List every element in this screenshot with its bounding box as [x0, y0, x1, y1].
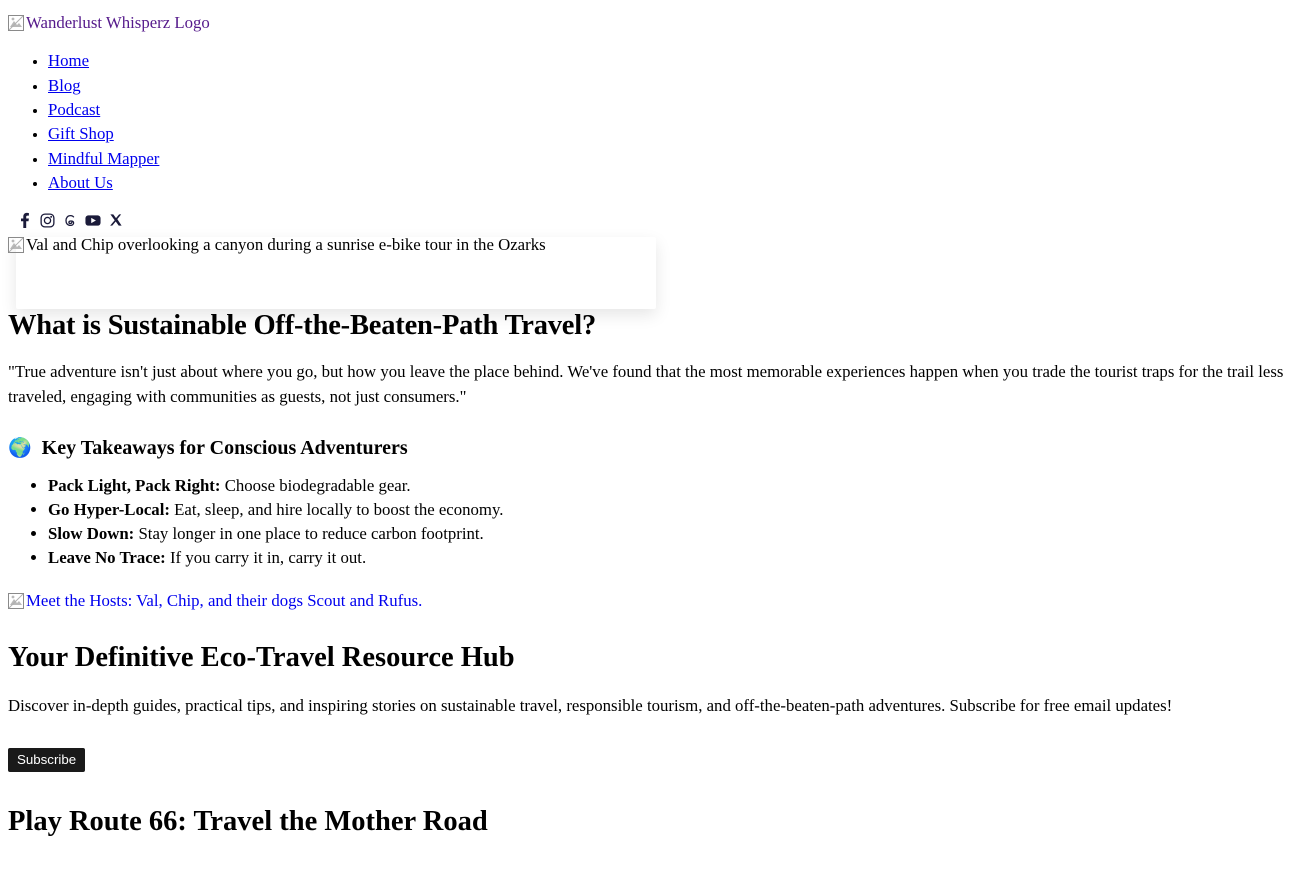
site-logo-alt-text: Wanderlust Whisperz Logo	[26, 13, 210, 32]
takeaway-detail: Choose biodegradable gear.	[224, 476, 411, 496]
threads-icon[interactable]	[62, 212, 78, 228]
list-item	[48, 546, 1295, 570]
nav-item-gift-shop[interactable]	[48, 122, 1295, 146]
list-item	[48, 498, 1295, 522]
takeaways-list	[8, 474, 1295, 569]
takeaway-term: Pack Light, Pack Right:	[48, 476, 221, 496]
broken-image-placeholder	[8, 591, 422, 611]
broken-image-placeholder	[8, 235, 546, 255]
nav-link-mindful-mapper[interactable]: Mindful Mapper	[48, 148, 160, 168]
takeaway-term: Go Hyper-Local:	[48, 499, 170, 519]
social-links	[16, 211, 1295, 229]
broken-image-icon	[8, 15, 24, 31]
broken-image-icon	[8, 593, 24, 609]
hero-image-alt-text: Val and Chip overlooking a canyon during a sunrise e-bike tour in the Ozarks	[26, 235, 546, 255]
globe-icon: 🌍	[8, 437, 32, 460]
subscribe-button[interactable]: Subscribe	[8, 748, 85, 772]
takeaway-term: Leave No Trace:	[48, 547, 166, 567]
broken-image-icon	[8, 237, 24, 253]
facebook-icon[interactable]	[16, 212, 32, 228]
nav-item-podcast[interactable]	[48, 98, 1295, 122]
route-heading: Play Route 66: Travel the Mother Road	[8, 805, 488, 837]
nav-link-blog[interactable]: Blog	[48, 75, 81, 95]
primary-nav	[8, 49, 1295, 195]
nav-item-mindful-mapper[interactable]	[48, 147, 1295, 171]
nav-link-gift-shop[interactable]: Gift Shop	[48, 124, 114, 144]
youtube-icon[interactable]	[85, 212, 101, 228]
instagram-icon[interactable]	[39, 212, 55, 228]
intro-quote: "True adventure isn't just about where you go, but how you leave the place behind. We've found that the most memorable experiences happen when you trade the tourist traps for the trail less traveled, engaging with communities as guests, not just consumers."	[8, 362, 1284, 406]
hero-image	[8, 235, 1295, 255]
hub-heading: Your Definitive Eco-Travel Resource Hub	[8, 641, 515, 673]
site-logo-link[interactable]	[8, 15, 210, 32]
takeaways-heading-text: Key Takeaways for Conscious Adventurers	[41, 437, 408, 460]
x-twitter-icon[interactable]	[108, 212, 124, 228]
nav-item-about-us[interactable]	[48, 171, 1295, 195]
hero-image-block	[8, 235, 1295, 255]
nav-item-home[interactable]	[48, 49, 1295, 73]
page-title: What is Sustainable Off-the-Beaten-Path Travel?	[8, 310, 597, 342]
takeaway-detail: If you carry it in, carry it out.	[169, 547, 367, 567]
hosts-image-link[interactable]	[8, 593, 422, 610]
takeaways-heading	[8, 437, 1295, 460]
site-logo-line	[8, 13, 1295, 33]
list-item	[48, 522, 1295, 546]
hub-paragraph: Discover in-depth guides, practical tips, and inspiring stories on sustainable travel, responsible tourism, and off-the-beaten-path adventures. Subscribe for free email updates!	[8, 695, 1173, 715]
nav-item-blog[interactable]	[48, 74, 1295, 98]
nav-link-about-us[interactable]: About Us	[48, 172, 113, 192]
takeaway-detail: Stay longer in one place to reduce carbon footprint.	[138, 523, 484, 543]
hosts-image-alt-text: Meet the Hosts: Val, Chip, and their dogs Scout and Rufus.	[26, 591, 423, 611]
broken-image-placeholder	[8, 13, 210, 33]
hosts-image-block	[8, 591, 1295, 611]
nav-link-home[interactable]: Home	[48, 51, 90, 71]
nav-link-podcast[interactable]: Podcast	[48, 99, 101, 119]
takeaway-term: Slow Down:	[48, 523, 135, 543]
list-item	[48, 474, 1295, 498]
takeaway-detail: Eat, sleep, and hire locally to boost the economy.	[174, 499, 504, 519]
